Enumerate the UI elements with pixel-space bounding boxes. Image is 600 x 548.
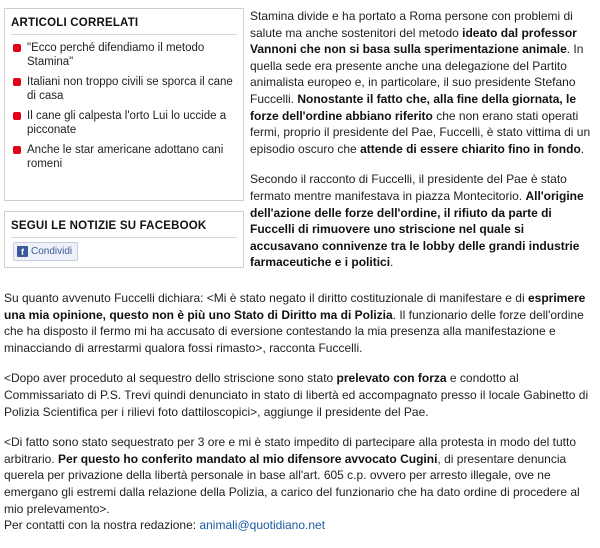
contact-line [4,517,596,534]
related-articles-box [4,8,244,201]
paragraph-bold-text: All'origine dell'azione delle forze dell'ordine, il rifiuto da parte di Fuccelli di rimuovere uno striscione nel quale si accusavano connivenze tra le lobby delle grandi industrie farmaceutiche e i politici [250,188,584,270]
paragraph-bold-text: prelevato con forza [336,371,447,386]
related-article-item[interactable] [11,75,237,103]
paragraph-text: . [580,141,585,156]
article-paragraph-3 [4,290,596,356]
paragraph-text: <Dopo aver proceduto al sequestro dello striscione sono stato [4,371,337,386]
related-article-link[interactable]: Anche le star americane adottano cani romeni [27,144,224,170]
related-articles-list [5,41,243,171]
paragraph-bold-text: attende di essere chiarito fino in fondo [360,141,581,156]
paragraph-text: Stamina divide e ha portato a Roma persone con problemi di salute ma anche sostenitori del metodo [250,9,573,40]
red-square-bullet-icon [13,112,21,120]
red-square-bullet-icon [13,146,21,154]
facebook-box-title: SEGUI LE NOTIZIE SU FACEBOOK [11,212,237,238]
paragraph-bold-text: Per questo ho conferito mandato al mio difensore avvocato Cugini [58,451,438,466]
paragraph-text: . [390,255,394,270]
article-body [4,290,596,548]
facebook-icon: f [17,246,28,257]
related-article-item[interactable] [11,143,237,171]
facebook-box [4,211,244,268]
paragraph-bold-text: ideato dal professor Vannoni che non si basa sulla sperimentazione animale [250,25,577,57]
paragraph-text: e condotto al Commissariato di P.S. Trevi quindi denunciato in stato di libertà ed accompagnato presso il locale Gabinetto di Polizia Scientifica per i rilievi foto dattiloscopici>, aggiunge il presidente del Pae. [4,371,589,419]
paragraph-text: <Di fatto sono stato sequestrato per 3 ore e mi è stato impedito di partecipare alla protesta in modo del tutto arbitrario. [4,435,576,466]
paragraph-bold-text: esprimere una mia opinione, questo non è più uno Stato di Diritto ma di Polizia [4,291,586,322]
article-paragraph-4 [4,370,596,420]
paragraph-text: . In quella sede era presente anche una delegazione del Partito animalista europeo e, in particolare, il suo presidente Stefano Fuccelli. [250,42,584,106]
article-paragraph-2 [250,171,596,271]
paragraph-text: Secondo il racconto di Fuccelli, il presidente del Pae è stato fermato mentre manifestava in piazza Montecitorio. [250,172,567,203]
red-square-bullet-icon [13,78,21,86]
related-article-link[interactable]: Italiani non troppo civili se sporca il cane di casa [27,76,233,102]
related-article-item[interactable] [11,41,237,69]
red-square-bullet-icon [13,44,21,52]
related-article-link[interactable]: Il cane gli calpesta l'orto Lui lo uccide a picconate [27,110,227,136]
article-paragraph-5 [4,434,596,517]
article-paragraph-1 [250,8,596,157]
paragraph-bold-text: Nonostante il fatto che, alla fine della giornata, le forze dell'ordine abbiano riferito [250,91,577,123]
facebook-share-button[interactable] [13,242,78,261]
paragraph-text: Su quanto avvenuto Fuccelli dichiara: <Mi è stato negato il diritto costituzionale di manifestare e di [4,291,528,305]
contact-label: Per contatti con la nostra redazione: [4,518,200,533]
paragraph-text: . Il funzionario delle forze dell'ordine che ha disposto il fermo mi ha accusato di eversione contestando la mia presenza alla manifestazione e minacciando di arrestarmi qualora fossi rimasto>, racconta Fuccelli. [4,307,584,355]
related-article-link[interactable]: "Ecco perché difendiamo il metodo Stamina" [27,42,205,68]
article-intro [250,8,596,285]
contact-email-link[interactable]: animali@quotidiano.net [199,518,326,533]
paragraph-text: , di presentare denuncia querela per privazione della libertà personale in base all'art. 605 c.p. ovvero per arresto illegale, ove ne emergano gli estremi dalla relazione della Polizia, a carico del funzionario che ha dato ordine di procedere al mio prelevamento>. [4,451,580,516]
related-articles-title: ARTICOLI CORRELATI [11,9,237,35]
paragraph-text: che non erano stati operati fermi, proprio il presidente del Pae, Fuccelli, è stato vittima di un episodio oscuro che [250,108,591,156]
related-article-item[interactable] [11,109,237,137]
facebook-share-label: Condividi [31,246,73,257]
